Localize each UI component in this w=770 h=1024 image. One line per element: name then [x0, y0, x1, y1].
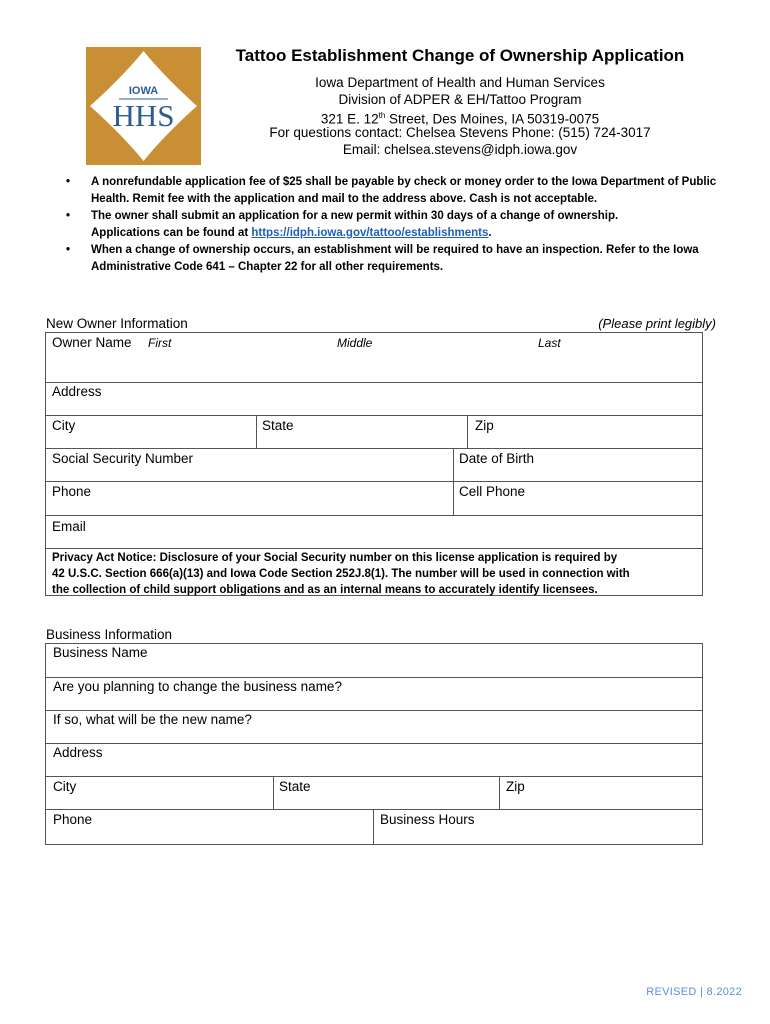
owner-city-label: City	[52, 418, 76, 433]
owner-info-table	[45, 332, 703, 596]
owner-state-label: State	[262, 418, 294, 433]
owner-email-field[interactable]	[46, 515, 702, 549]
cell-phone-field[interactable]	[454, 481, 702, 516]
last-name-hint: Last	[538, 336, 561, 350]
logo-main-text: HHS	[112, 98, 175, 133]
business-zip-label: Zip	[506, 779, 525, 794]
ssn-label: Social Security Number	[52, 451, 194, 466]
owner-address-field[interactable]	[46, 382, 702, 416]
owner-email-label: Email	[52, 519, 86, 534]
change-name-question-field[interactable]	[46, 677, 702, 711]
division-name: Division of ADPER & EH/Tattoo Program	[338, 92, 582, 107]
privacy-act-notice: Privacy Act Notice: Disclosure of your Social Security number on this license application is required by 42 U.S.C. Section 666(a)(13) and Iowa Code Section 252J.8(1). The number will be used in connection with the collection of child support obligations and as an internal means to accurately identify licensees.	[46, 548, 702, 596]
owner-state-field[interactable]	[257, 415, 468, 449]
business-phone-field[interactable]	[46, 809, 374, 845]
contact-line: For questions contact: Chelsea Stevens Phone: (515) 724-3017	[269, 125, 651, 140]
owner-city-field[interactable]	[46, 415, 257, 449]
owner-name-label: Owner Name	[52, 335, 132, 350]
department-name: Iowa Department of Health and Human Services	[315, 75, 605, 90]
logo-top-text: IOWA	[128, 85, 159, 97]
change-name-question-label: Are you planning to change the business name?	[53, 679, 342, 694]
instruction-inspection: • When a change of ownership occurs, an establishment will be required to have an inspection. Refer to the Iowa Administrative Code 641 – Chapter 22 for all other requirements.	[66, 244, 699, 273]
business-city-field[interactable]	[46, 776, 274, 810]
mailing-address: 321 E. 12th Street, Des Moines, IA 50319-0075	[320, 111, 600, 127]
owner-phone-label: Phone	[52, 484, 92, 499]
business-city-label: City	[53, 779, 77, 794]
iowa-hhs-logo	[86, 47, 201, 165]
business-section-heading: Business Information	[46, 627, 173, 642]
business-info-table	[45, 643, 703, 845]
business-name-label: Business Name	[53, 645, 148, 660]
new-business-name-field[interactable]	[46, 710, 702, 744]
business-name-field[interactable]	[46, 644, 702, 677]
business-address-label: Address	[53, 745, 103, 760]
cell-phone-label: Cell Phone	[459, 484, 526, 499]
form-title: Tattoo Establishment Change of Ownership Application	[235, 46, 685, 65]
owner-section-heading: New Owner Information	[46, 316, 188, 331]
business-phone-label: Phone	[53, 812, 93, 827]
new-business-name-label: If so, what will be the new name?	[53, 712, 252, 727]
dob-field[interactable]	[454, 448, 702, 482]
instruction-deadline: • The owner shall submit an application for a new permit within 30 days of a change of ownership. Applications can be found at https://idph.iowa.gov/tattoo/establishments.	[66, 210, 619, 239]
owner-zip-field[interactable]	[468, 415, 702, 449]
print-legibly-note: (Please print legibly)	[598, 316, 716, 331]
middle-name-hint: Middle	[337, 336, 373, 350]
business-address-field[interactable]	[46, 743, 702, 777]
owner-name-field[interactable]	[46, 333, 702, 382]
first-name-hint: First	[148, 336, 172, 350]
instruction-fee: • A nonrefundable application fee of $25 shall be payable by check or money order to the Iowa Department of Public Health. Remit fee with the application and mail to the address above. Cash is not acceptable.	[66, 176, 717, 205]
instructions-list	[66, 174, 726, 276]
dob-label: Date of Birth	[459, 451, 535, 466]
business-state-label: State	[279, 779, 311, 794]
business-zip-field[interactable]	[500, 776, 702, 810]
owner-address-label: Address	[52, 384, 102, 399]
business-hours-field[interactable]	[374, 809, 702, 845]
revision-footer: REVISED | 8.2022	[646, 986, 742, 998]
owner-phone-field[interactable]	[46, 481, 454, 516]
contact-email: Email: chelsea.stevens@idph.iowa.gov	[342, 142, 578, 157]
business-hours-label: Business Hours	[380, 812, 475, 827]
ssn-field[interactable]	[46, 448, 454, 482]
business-state-field[interactable]	[274, 776, 500, 810]
applications-link[interactable]: https://idph.iowa.gov/tattoo/establishments	[251, 227, 489, 239]
owner-zip-label: Zip	[475, 418, 494, 433]
